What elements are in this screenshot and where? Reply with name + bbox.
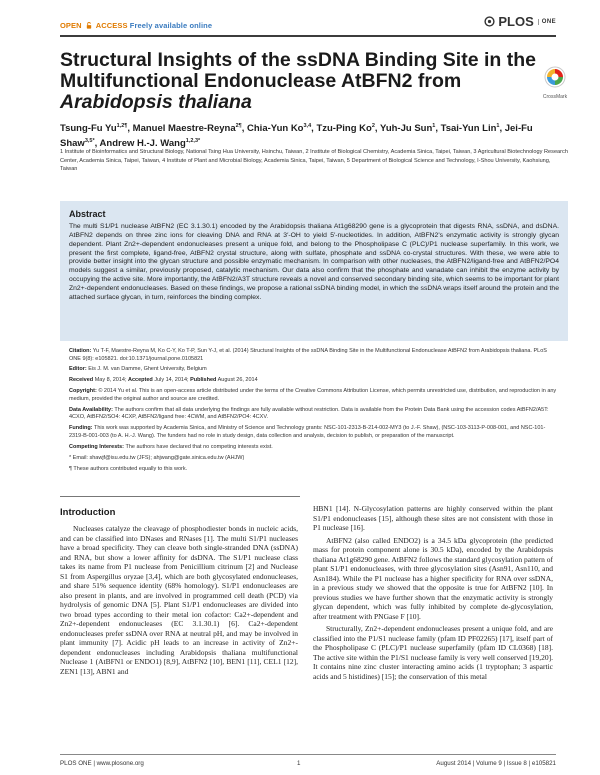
open-lock-icon [86, 22, 92, 29]
access-label: ACCESS [95, 21, 128, 30]
crossmark-badge[interactable] [542, 66, 568, 100]
plos-mark-icon [484, 16, 495, 27]
plos-label: PLOS [498, 14, 534, 29]
introduction-heading: Introduction [60, 507, 116, 518]
author-affiliation-marker: 3,5* [84, 138, 95, 145]
author-name: Tsai-Yun Lin [440, 123, 497, 135]
funding-block: Funding: This work was supported by Academia Sinica, and Ministry of Science and Technology grants: NSC-101-2313-B-214-002-MY3 (to J.-F. Shaw), (NSC-103-3113-P-008-001, and NSC-101-2319-B-001-003 (to A. H.-J. Wang). The funders had no role in study design, data collection and analysis, decision to publish, or preparation of the manuscript. [69, 425, 546, 439]
footer-issue: August 2014 | Volume 9 | Issue 8 | e105821 [436, 760, 556, 767]
plos-one-logo[interactable] [484, 14, 556, 29]
footer-journal[interactable]: PLOS ONE | www.plosone.org [60, 760, 144, 767]
crossmark-icon [544, 66, 566, 88]
copyright-text: © 2014 Yu et al. This is an open-access article distributed under the terms of the Creative Commons Attribution License, which permits unrestricted use, distribution, and reproduction in any medium, provided the original author and source are credited. [69, 388, 557, 402]
intro-paragraph-3: Structurally, Zn2+-dependent endonucleases present a unique fold, and are classified into the P1/S1 nuclease family (pfam ID PF02265) [17], itself part of the Phospholipase C (PLC)/P1 nuclease superfamily (pfam ID CL0368) [18]. The active site within the P1/S1 nuclease family is very well conserved [19,20]. It contains nine zinc cluster interacting amino acids (1 tryptophan; 3 aspartic acids and 5 histidines) [15]; the conservation of this metal [313, 624, 553, 681]
article-metadata [69, 348, 559, 476]
author-affiliation-marker: 1,2¶ [116, 123, 128, 129]
crossmark-label: CrossMark [542, 94, 568, 100]
abstract-heading: Abstract [69, 209, 106, 219]
title-main: Structural Insights of the ssDNA Binding Site in the Multifunctional Endonuclease AtBFN2 from [60, 49, 536, 92]
funding-text: This work was supported by Academia Sinica, and Ministry of Science and Technology grants: NSC-101-2313-B-214-002-MY3 (to J.-F. Shaw), (NSC-103-3113-P-008-001, and NSC-101-2319-B-001-003 (to A. H.-J. Wang). The funders had no role in study design, data collection and analysis, decision to publish, or preparation of the manuscript. [69, 425, 546, 439]
author-affiliation-marker: 1 [432, 123, 436, 129]
copyright-block: Copyright: © 2014 Yu et al. This is an open-access article distributed under the terms of the Creative Commons Attribution License, which permits unrestricted use, distribution, and reproduction in any medium, provided the original author and source are credited. [69, 388, 557, 402]
author-name: Chia-Yun Ko [247, 123, 304, 135]
citation-text: Yu T-F, Maestre-Reyna M, Ko C-Y, Ko T-P, Sun Y-J, et al. (2014) Structural Insights of the ssDNA Binding Site in the Multifunctional Endonuclease AtBFN2 from Arabidopsis thaliana. PLoS ONE 9(8): e105821. doi:10.1371/journal.pone.0105821 [69, 348, 547, 362]
one-label: ONE [538, 19, 556, 25]
author-name: Andrew H.-J. Wang [99, 138, 186, 150]
author-affiliation-marker: 2 [371, 123, 375, 129]
intro-paragraph-1: Nucleases catalyze the cleavage of phosphodiester bonds in nucleic acids, and can be classified into DNases and RNases [1]. The multi S1/P1 nucleases have a broad specificity. They can cleave both single-stranded DNA (ssDNA) and RNA, but show a lower affinity for dsDNA. The S1/P1 nuclease class takes its name from P1 nuclease from Penicillium citrinum [2] and Nuclease S1 from Aspergillus oryzae [3,4], which are both glycosylated endonucleases, and share 51% sequence identity (68% homology). S1/P1 endonucleases are also present in plants, and are involved in programmed cell death (PCD) via hydrolysis of genomic DNA [5]. Plant S1/P1 endonucleases are divided into two broad types according to their metal ion cofactor: Ca2+-dependent and Zn2+-dependent endonucleases (EC 3.1.30.1) [6]. Ca2+-dependent endonucleases prefer ssDNA over RNA at neutral pH, and may be involved in plant immunity [7]. Acidic pH leads to an increase in activity of Zn2+-dependent endonucleases including Arabidopsis thaliana multifunctional Nuclease 1 (AtBFN1 or ENDO1) [8,9], AtBFN2 [10], BEN1 [11], CEL1 [12], ZEN1 [13], ABN1 and [60, 524, 298, 676]
author-name: Manuel Maestre-Reyna [132, 123, 236, 135]
author-affiliation-marker: 2¶ [235, 123, 242, 129]
author-name: Tsung-Fu Yu [60, 123, 117, 135]
intro-paragraph-2: AtBFN2 (also called ENDO2) is a 34.5 kDa glycoprotein (the predicted mass for protein component alone is 30.5 kDa), encoded by the Arabidopsis thaliana At1g68290 gene. AtBFN2 follows the standard glycosylation pattern of plant S1/P1 endonucleases, with three glycosylation sites (Asn91, Asn110, and Asn184). While the P1 nuclease has a higher specificity for RNA over ssDNA, in a previous study we showed that the opposite is true for AtBFN2 [10]. In previous studies we have further shown that the enzymatic activity is strongly glycan dependent, which was fully inhibited by complete de-glycosylation, after treatment with PNGase F [10]. [313, 535, 553, 621]
affiliations: 1 Institute of Bioinformatics and Structural Biology, National Tsing Hua University, Hsinchu, Taiwan, 2 Institute of Biological Chemistry, Academia Sinica, Taipei, Taiwan, 3 Agricultural Biotechnology Research Center, Academia Sinica, Taipei, Taiwan, 4 Institute of Plant and Microbial Biology, Academia Sinica, Taipei, Taiwan, 5 Department of Biological Science and Technology, I-Shou University, Kaohsiung, Taiwan [60, 149, 568, 173]
body-column-left [60, 524, 298, 676]
author-affiliation-marker: 3,4 [303, 123, 312, 129]
header-rule [60, 35, 556, 37]
data-availability-block: Data Availability: The authors confirm that all data underlying the findings are fully available without restriction. Data is available from the Protein Data Bank using the accession codes AtBFN2/A5T: 4CXO, AtBFN2/SO4: 4CXP, AtBFN2/ligand free: 4CWM, and AtBFN2/PO4: 4CXV. [69, 406, 549, 421]
intro-paragraph-1-cont: HBN1 [14]. N-Glycosylation patterns are highly conserved within the plant S1/P1 endonucleases [15], although these sites are not consistent with those in P1 nuclease [16]. [313, 504, 553, 532]
author-list: Tsung-Fu $Yu^{1,2\P}$, Manuel Maestre-Reyna$^{2\P}$, Chia-Yun Ko$^{3,4}$, Tzu-Ping Ko$^2$, Yuh-Ju Sun$^1$, Tsai-Yun Lin$^1$, Jei-Fu Shaw$^{3,5*}$, Andrew H.-J. Wang$^{1,2,3*}$ [60, 123, 533, 150]
metadata-divider [60, 496, 300, 497]
author-name: Tzu-Ping Ko [316, 123, 372, 135]
competing-interests-text: The authors have declared that no competing interests exist. [125, 443, 273, 450]
title-species: Arabidopsis thaliana [60, 91, 252, 113]
competing-interests-block: Competing Interests: The authors have declared that no competing interests exist. [69, 443, 273, 450]
author-affiliation-marker: 1,2,3* [185, 138, 201, 145]
abstract-box [60, 201, 568, 341]
citation-block: Citation: Yu T-F, Maestre-Reyna M, Ko C-Y, Ko T-P, Sun Y-J, et al. (2014) Structural Insights of the ssDNA Binding Site in the Multifunctional Endonuclease AtBFN2 from Arabidopsis thaliana. PLoS ONE 9(8): e105821. doi:10.1371/journal.pone.0105821 [69, 348, 547, 362]
equal-contribution-note: ¶ These authors contributed equally to this work. [69, 465, 188, 472]
abstract-text: The multi S1/P1 nuclease AtBFN2 (EC 3.1.30.1) encoded by the Arabidopsis thaliana At1g68290 gene is a glycoprotein that digests RNA, ssDNA, and dsDNA. AtBFN2 depends on three zinc ions for cleaving DNA and RNA at 3′-OH to yield 5′-nucleotides. In addition, AtBFN2's enzymatic activity is strongly glycan dependent. Plant Zn2+-dependent endonucleases present a unique fold, and belong to the Phospholipase C (PLC)/P1 nuclease superfamily. In this work, we present the first complete, ligand-free, AtBFN2 crystal structure, along with sulfate, phosphate and ssDNA co-crystal structures. With these, we were able to provide better insight into the glycan structure and possible enzymatic mechanism. In comparison with other nucleases, the AtBFN2/ligand-free and AtBFN2/PO4 models suggest a similar, previously proposed, catalytic mechanism. Our data also confirm that the phosphate and vanadate can inhibit the enzyme activity by occupying the active site. More importantly, the AtBFN2/A3T structure reveals a novel and conserved secondary binding site, which seems to be important for plant Zn2+-dependent endonucleases. Based on these findings, we propose a rational ssDNA binding model, in which the ssDNA wraps itself around the protein and the attached surface glycan, in turn, reinforces the binding complex. [69, 223, 559, 301]
footer-rule [60, 754, 556, 755]
author-name: Yuh-Ju Sun [380, 123, 433, 135]
dates-block: Received May 8, 2014; Accepted July 14, 2014; Published August 26, 2014 [69, 377, 258, 384]
author-name: Jei-Fu Shaw [60, 123, 533, 150]
open-access-banner [60, 21, 212, 30]
editor-block: Editor: Eis J. M. van Damme, Ghent University, Belgium [69, 366, 207, 373]
article-title [60, 50, 538, 113]
author-affiliation-marker: 1 [496, 123, 500, 129]
data-availability-text: The authors confirm that all data underlying the findings are fully available without restriction. Data is available from the Protein Data Bank using the accession codes AtBFN2/A5T: 4CXO, AtBFN2/SO4: 4CXP, AtBFN2/ligand free: 4CWM, and AtBFN2/PO4: 4CXV. [69, 406, 549, 421]
body-column-right [313, 504, 553, 681]
editor-text: Eis J. M. van Damme, Ghent University, Belgium [88, 366, 207, 373]
email-line[interactable]: * Email: shawjf@isu.edu.tw (JFS); ahjwang@gate.sinica.edu.tw (AHJW) [69, 454, 245, 461]
free-online-label: Freely available online [129, 21, 213, 30]
open-label: OPEN [60, 21, 82, 30]
page-number: 1 [297, 760, 301, 767]
